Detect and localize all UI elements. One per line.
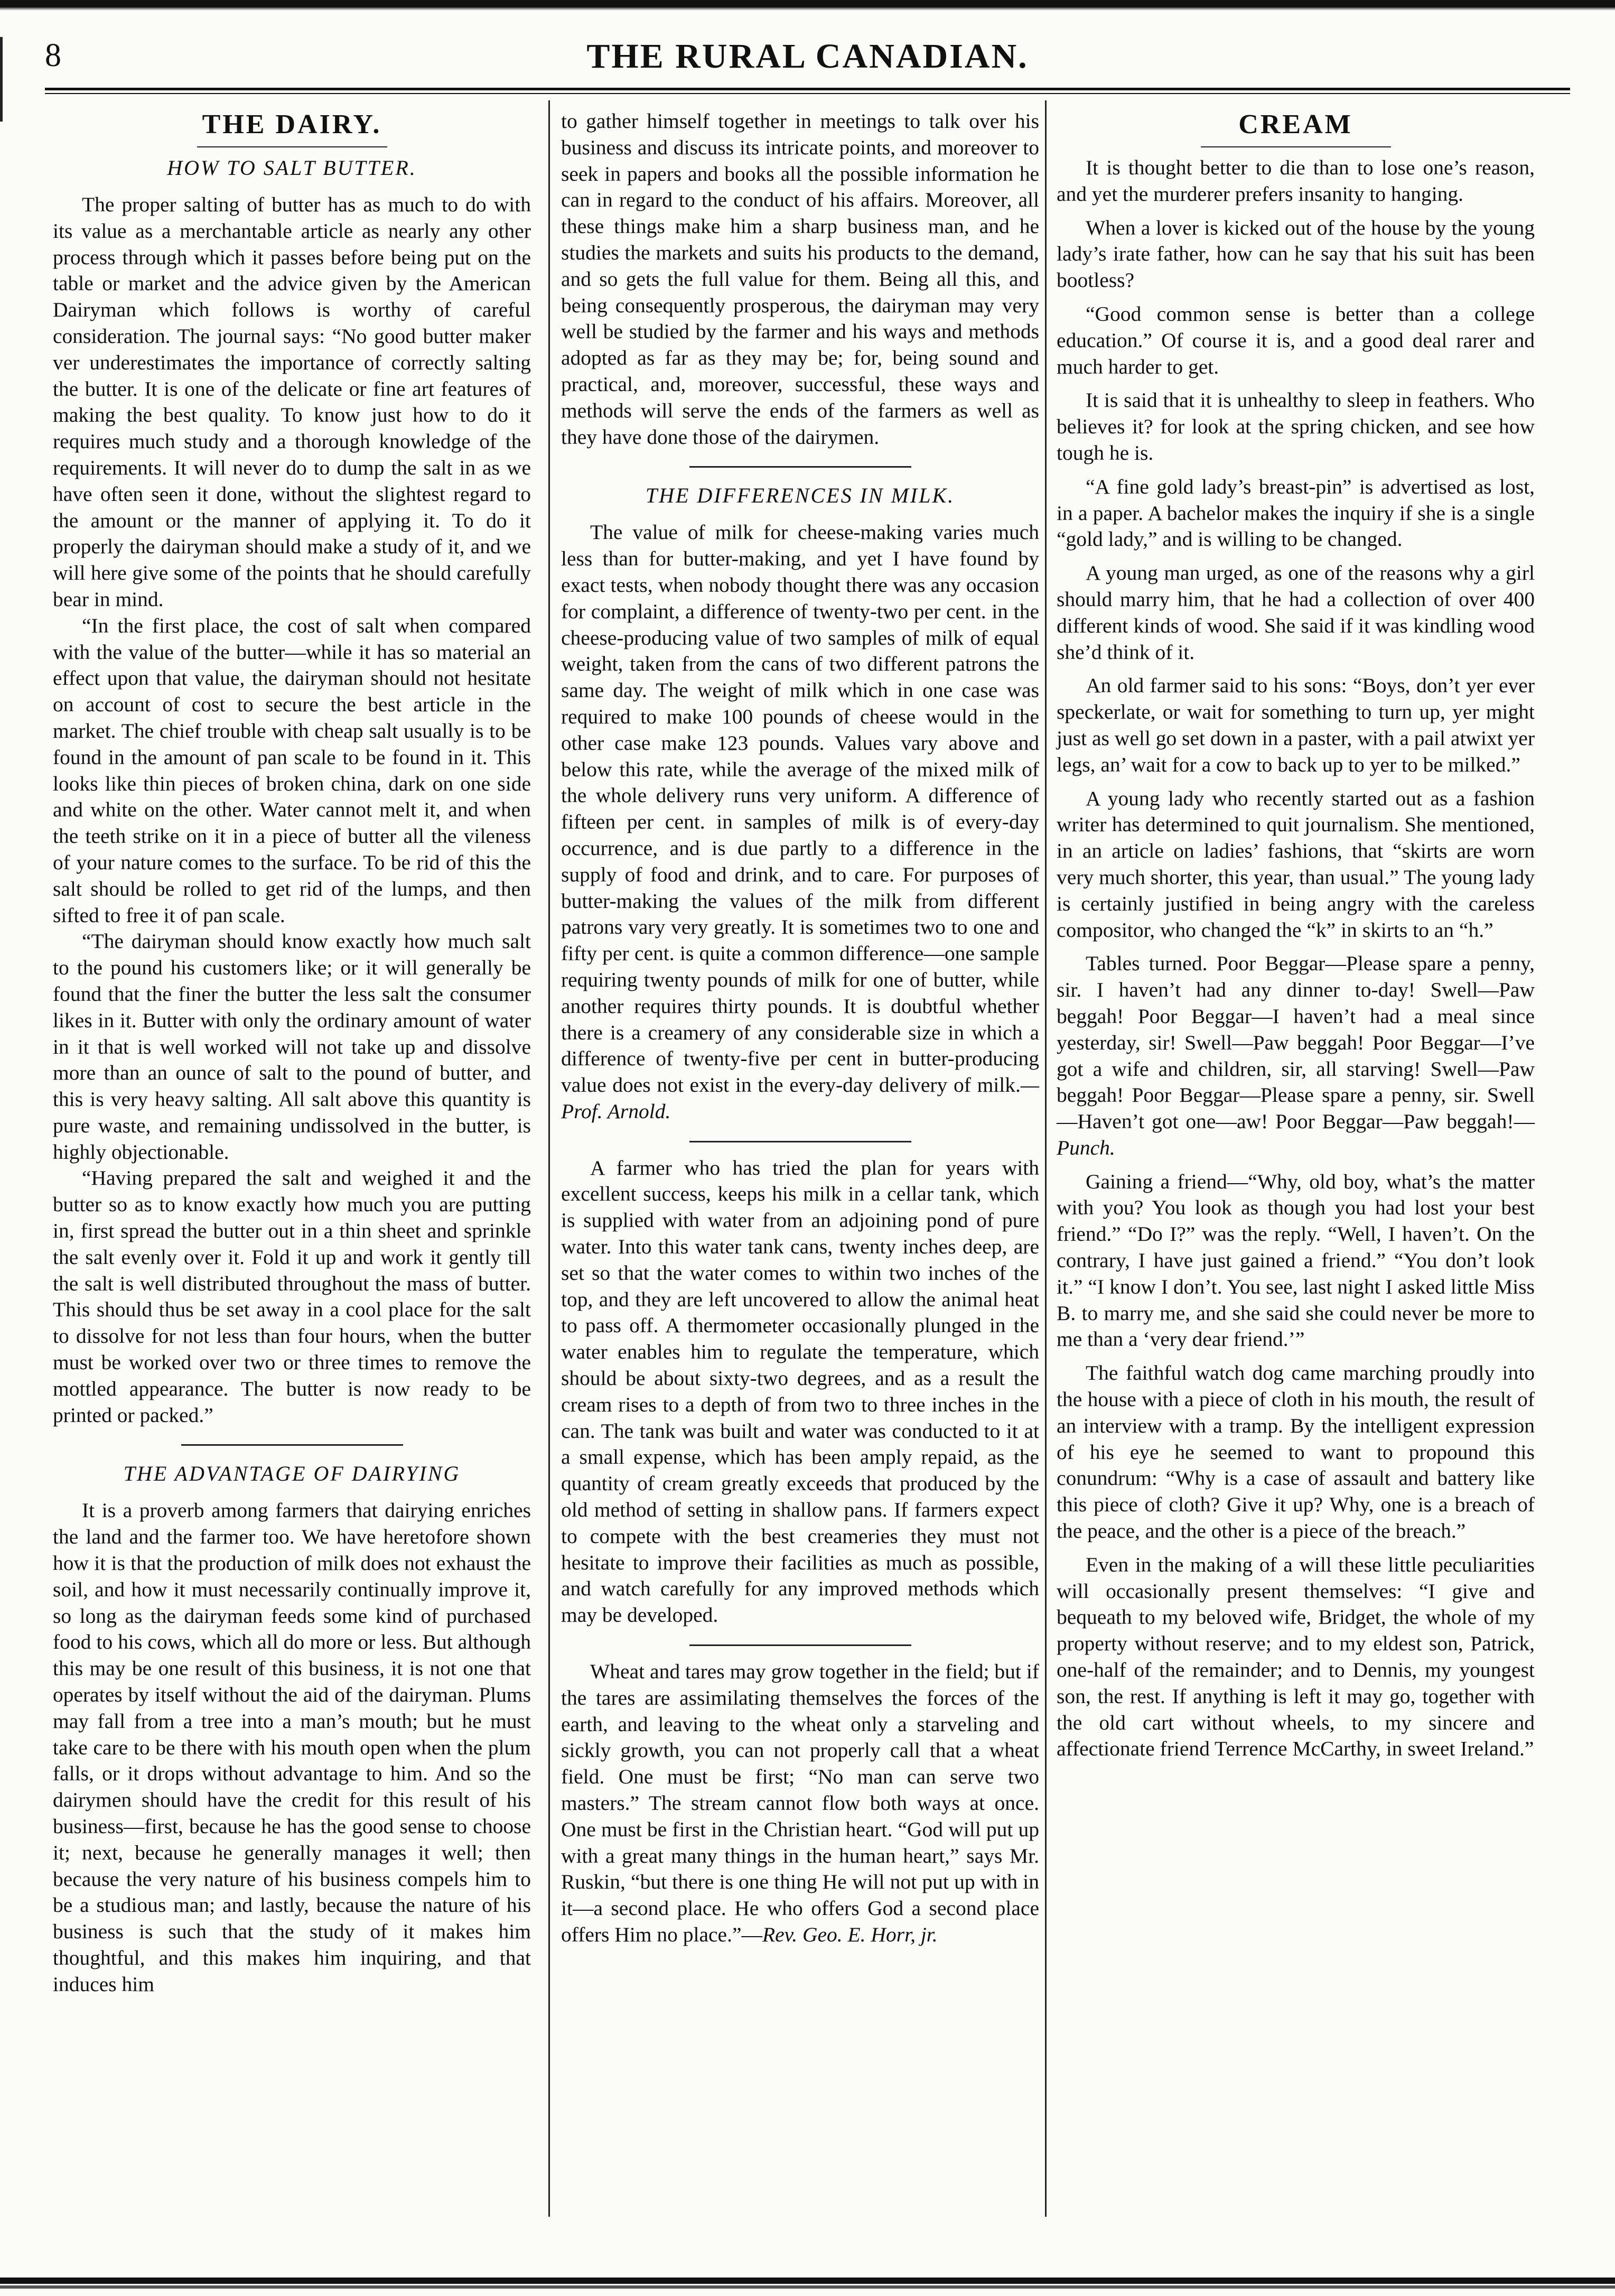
- joke-paragraph: [1057, 951, 1535, 1161]
- joke-paragraph: “Good common sense is better than a college education.” Of course it is, and a good deal rarer and much harder to get.: [1057, 302, 1535, 378]
- article-text: The value of milk for cheese-making varies much less than for butter-making, and yet I have found by exact tests, when nobody thought there was any occasion for complaint, a difference of twenty-two per cent. in the cheese-producing value of two samples of milk of equal weight, taken from the cans of two different patrons the same day. The weight of milk which in one case was required to make 100 pounds of cheese would in the other case make 123 pounds. Values vary above and below this rate, while the average of the mixed milk of the whole delivery runs very uniform. A difference of fifteen per cent. in samples of milk is of every-day occurrence, and is due partly to a difference in the supply of food and drink, and to care. For purposes of butter-making the values of the milk from different patrons vary very greatly. It is sometimes two to one and fifty per cent. is quite a common difference—one sample requiring twenty pounds of milk for one of butter, while another requires thirty pounds. It is doubtful whether there is a creamery of any considerable size in which a difference of twenty-five per cent in butter-producing value does not exist in the every-day delivery of milk.: [561, 520, 1039, 1097]
- joke-signature: Punch.: [1057, 1136, 1115, 1159]
- joke-paragraph: The faithful watch dog came marching proudly into the house with a piece of cloth in his mouth, the result of an interview with a tramp. By the intelligent expression of his eye he seemed to want to propound this conundrum: “Why is a case of assault and battery like this piece of cloth? Give it up? Why, one is a breach of the peace, and the other is a piece of the breach.”: [1057, 1361, 1535, 1543]
- joke-paragraph: Even in the making of a will these little peculiarities will occasionally present themselves: “I give and bequeath to my beloved wife, Bridget, the whole of my property without reserve; and to my eldest son, Patrick, one-half of the remainder; and to Dennis, my youngest son, the rest. If anything is left it may go, together with the old cart without wheels, to my sincere and affectionate friend Terrence McCarthy, in sweet Ireland.”: [1057, 1553, 1535, 1761]
- column-divider-1: [548, 100, 550, 2217]
- joke-text: Tables turned. Poor Beggar—Please spare a penny, sir. I haven’t had any dinner to-day! Swell—Paw beggah! Poor Beggar—I haven’t had a meal since yesterday, sir! Swell—Paw beggah! Poor Beggar—I’ve got a wife and children, sir, all starving! Swell—Paw beggah! Poor Beggar—Please spare a penny, sir. Swell—Haven’t got one—aw! Poor Beggar—Paw beggah!—: [1057, 952, 1535, 1133]
- article-paragraph: It is a proverb among farmers that dairying enriches the land and the farmer too. We have heretofore shown how it is that the production of milk does not exhaust the soil, and how it must necessarily continually improve it, so long as the dairyman feeds some kind of purchased food to his cows, which all do more or less. But although this may be one result of this business, it is not one that operates by itself without the aid of the dairyman. Plums may fall from a tree into a man’s mouth; but he must take care to be there with his mouth open when the plum falls, or it drops without advantage to him. And so the dairymen should have the credit for this result of his business—first, because he has the good sense to choose it; next, because he generally manages it well; then because the very nature of his business compels him to be a studious man; and lastly, because the nature of his business is such that the study of it makes him thoughtful, and this makes him inquiring, and that induces him: [53, 1499, 531, 1996]
- joke-paragraph: An old farmer said to his sons: “Boys, don’t yer ever speckerlate, or wait for something to turn up, yer might just as well go set down in a paster, with a pail atwixt yer legs, an’ wait for a cow to back up to yer to be milked.”: [1057, 674, 1535, 776]
- article-separator: [689, 1141, 911, 1142]
- column-1: [53, 108, 531, 1998]
- column-3: [1057, 108, 1535, 1762]
- joke-paragraph: It is thought better to die than to lose one’s reason, and yet the murderer prefers insanity to hanging.: [1057, 156, 1535, 206]
- article-paragraph: “In the first place, the cost of salt when compared with the value of the butter—while it has so material an effect upon that value, the dairyman should not hesitate on account of cost to secure the best article in the market. The chief trouble with cheap salt usually is to be found in the amount of pan scale to be found in it. This looks like thin pieces of broken china, dark on one side and white on the other. Water cannot melt it, and when the teeth strike on it in a piece of butter all the vileness of your nature comes to the surface. To be rid of this the salt should be rolled to get rid of the lumps, and then sifted to free it of pan scale.: [53, 613, 531, 927]
- page-number: 8: [45, 38, 61, 73]
- article-paragraph: A farmer who has tried the plan for years with excellent success, keeps his milk in a cellar tank, which is supplied with water from an adjoining pond of pure water. Into this water tank cans, twenty inches deep, are set so that the water comes to within two inches of the top, and they are left uncovered to allow the animal heat to pass off. A thermometer occasionally plunged in the water enables him to regulate the temperature, which should be about sixty-two degrees, and as a result the cream rises to a depth of from two to three inches in the can. The tank was built and water was conducted to it at a small expense, which has been amply repaid, as the quantity of cream greatly exceeds that produced by the old method of setting in shallow pans. If farmers expect to compete with the best creameries they must not hesitate to improve their facilities as much as possible, and watch carefully for any improved methods which may be developed.: [561, 1156, 1039, 1627]
- column-2: [561, 108, 1039, 1948]
- header-rule-thin: [45, 93, 1570, 94]
- header-rule: [45, 88, 1570, 90]
- article-paragraph: [561, 1659, 1039, 1948]
- article-paragraph: “The dairyman should know exactly how much salt to the pound his customers like; or it will generally be found that the finer the butter the less salt the consumer likes in it. Butter with only the ordinary amount of water in it that is well worked will not take up and dissolve more than an ounce of salt to the pound of butter, and this is very heavy salting. All salt above this quantity is pure waste, and remaining undissolved in the butter, is highly objectionable.: [53, 929, 531, 1164]
- article-title-salt-butter: HOW TO SALT BUTTER.: [167, 156, 417, 180]
- article-separator: [181, 1444, 403, 1446]
- joke-paragraph: When a lover is kicked out of the house by the young lady’s irate father, how can he say that his suit has been bootless?: [1057, 216, 1535, 292]
- joke-paragraph: It is said that it is unhealthy to sleep in feathers. Who believes it? for look at the spring chicken, and see how tough he is.: [1057, 388, 1535, 464]
- article-separator: [689, 1644, 911, 1646]
- joke-paragraph: Gaining a friend—“Why, old boy, what’s the matter with you? You look as though you had lost your best friend.” “Do I?” was the reply. “Well, I haven’t. On the contrary, I have just gained a friend.” “You don’t look it.” “I know I don’t. You see, last night I asked little Miss B. to marry me, and she said she could never be more to me than a ‘very dear friend.’”: [1057, 1169, 1535, 1351]
- article-paragraph: to gather himself together in meetings to talk over his business and discuss its intricate points, and moreover to seek in papers and books all the possible information he can in regard to the conduct of his affairs. Moreover, all these things make him a sharp business man, and he studies the markets and suits his products to the demand, and so gets the full value for them. Being all this, and being consequently prosperous, the dairyman may very well be studied by the farmer and his ways and methods adopted as far as they may be; for, being sound and practical, and, moreover, successful, these ways and methods will serve the ends of the farmers as well as they have done those of the dairymen.: [561, 109, 1039, 449]
- article-signature: —Prof. Arnold.: [561, 1073, 1039, 1123]
- bottom-border: [0, 2278, 1615, 2284]
- section-rule: [197, 146, 387, 147]
- article-paragraph: “Having prepared the salt and weighed it and the butter so as to know exactly how much you are putting in, first spread the butter out in a thin sheet and sprinkle the salt evenly over it. Fold it up and work it gently till the salt is well distributed throughout the mass of butter. This should thus be set away in a cool place for the salt to dissolve for not less than four hours, when the butter must be worked over two or three times to remove the mottled appearance. The butter is now ready to be printed or packed.”: [53, 1166, 531, 1427]
- joke-paragraph: A young man urged, as one of the reasons why a girl should marry him, that he had a collection of over 400 different kinds of wood. She said if it was kindling wood she’d think of it.: [1057, 561, 1535, 664]
- column-divider-2: [1045, 100, 1047, 2217]
- top-border-shadow: [0, 7, 1615, 11]
- section-title-dairy: THE DAIRY.: [202, 109, 382, 140]
- joke-paragraph: A young lady who recently started out as a fashion writer has determined to quit journalism. She mentioned, in an article on ladies’ fashions, that “skirts are worn very much shorter, this year, than usual.” The young lady is certainly justified in being angry with the careless compositor, who changed the “k” in skirts to an “h.”: [1057, 786, 1535, 942]
- section-rule: [1201, 146, 1391, 147]
- article-signature: Rev. Geo. E. Horr, jr.: [762, 1923, 938, 1946]
- article-paragraph: [561, 519, 1039, 1124]
- article-text: Wheat and tares may grow together in the field; but if the tares are assimilating themselves the forces of the earth, and leaving to the wheat only a starveling and sickly growth, you can not properly call that a wheat field. One must be first; “No man can serve two masters.” The stream cannot flow both ways at once. One must be first in the Christian heart. “God will put up with a great many things in the human heart,” says Mr. Ruskin, “but there is one thing He will not put up with in it—a second place. He who offers God a second place offers Him no place.”—: [561, 1660, 1039, 1946]
- bottom-border-shadow: [0, 2285, 1615, 2289]
- article-paragraph: The proper salting of butter has as much to do with its value as a merchantable article as nearly any other process through which it passes before being put on the table or market and the advice given by the American Dairyman which follows is worthy of careful consideration. The journal says: “No good butter maker ver underestimates the importance of correctly salting the butter. It is one of the delicate or fine art features of making the best quality. To know just how to do it requires much study and a thorough knowledge of the requirements. It will never do to dump the salt in as we have often seen it done, without the slightest regard to the amount or the manner of applying it. To do it properly the dairyman should make a study of it, and we will here give some of the points that he should carefully bear in mind.: [53, 193, 531, 611]
- joke-paragraph: “A fine gold lady’s breast-pin” is advertised as lost, in a paper. A bachelor makes the inquiry if she is a single “gold lady,” and is willing to be changed.: [1057, 475, 1535, 551]
- section-title-cream: CREAM: [1238, 109, 1353, 140]
- top-border: [0, 0, 1615, 7]
- article-title-differences-milk: THE DIFFERENCES IN MILK.: [645, 484, 955, 508]
- article-title-advantage-dairying: THE ADVANTAGE OF DAIRYING: [123, 1462, 461, 1486]
- masthead-title: THE RURAL CANADIAN.: [586, 37, 1029, 76]
- article-separator: [689, 466, 911, 468]
